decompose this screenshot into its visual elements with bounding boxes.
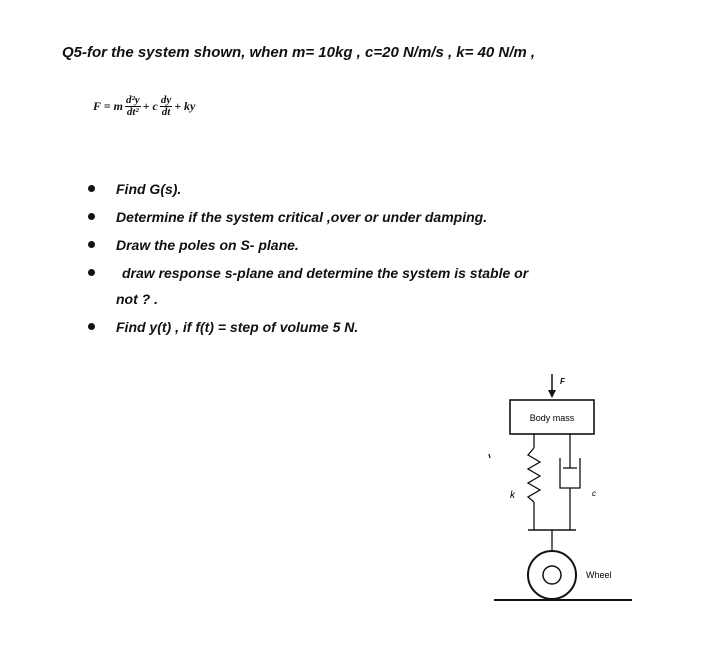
task-text: Draw the poles on S- plane. — [116, 237, 299, 253]
task-text: Find y(t) , if f(t) = step of volume 5 N. — [116, 319, 359, 335]
first-derivative-denominator: dt — [161, 106, 171, 118]
equation — [92, 95, 196, 118]
first-derivative-numerator: dy — [160, 94, 172, 106]
task-item — [88, 209, 676, 225]
first-derivative-fraction — [160, 95, 172, 118]
force-label: F — [560, 377, 565, 386]
task-list — [88, 181, 676, 347]
task-item — [88, 319, 676, 335]
task-text-continuation: not ? . — [116, 291, 158, 307]
spring-label: k — [510, 490, 515, 501]
spring — [528, 448, 540, 502]
second-derivative-denominator: dt² — [126, 106, 139, 118]
second-derivative-fraction — [125, 95, 141, 118]
equation-plus-ky: + ky — [174, 99, 196, 113]
task-item — [88, 265, 676, 307]
second-derivative-numerator: d²y — [125, 94, 140, 106]
task-text: Find G(s). — [116, 181, 182, 197]
equation-lhs: F = m — [93, 99, 123, 113]
body-mass-label: Body mass — [529, 413, 575, 423]
force-arrow-head — [548, 390, 556, 398]
wheel-label: Wheel — [586, 570, 612, 580]
bullet-icon — [88, 241, 95, 248]
task-text: draw response s-plane and determine the system is stable or — [122, 265, 529, 281]
mark — [489, 454, 490, 458]
mass-spring-damper-diagram — [486, 360, 636, 610]
task-text: Determine if the system critical ,over or under damping. — [116, 209, 488, 225]
damper-label: c — [592, 489, 596, 498]
bullet-icon — [88, 185, 95, 192]
equation-plus-c: + c — [142, 99, 158, 113]
bullet-icon — [88, 213, 95, 220]
task-item — [88, 181, 676, 197]
wheel-hub — [543, 566, 561, 584]
task-item — [88, 237, 676, 253]
question-title: Q5-for the system shown, when m= 10kg , c=20 N/m/s , k= 40 N/m , — [62, 44, 536, 61]
bullet-icon — [88, 323, 95, 330]
bullet-icon — [88, 269, 95, 276]
